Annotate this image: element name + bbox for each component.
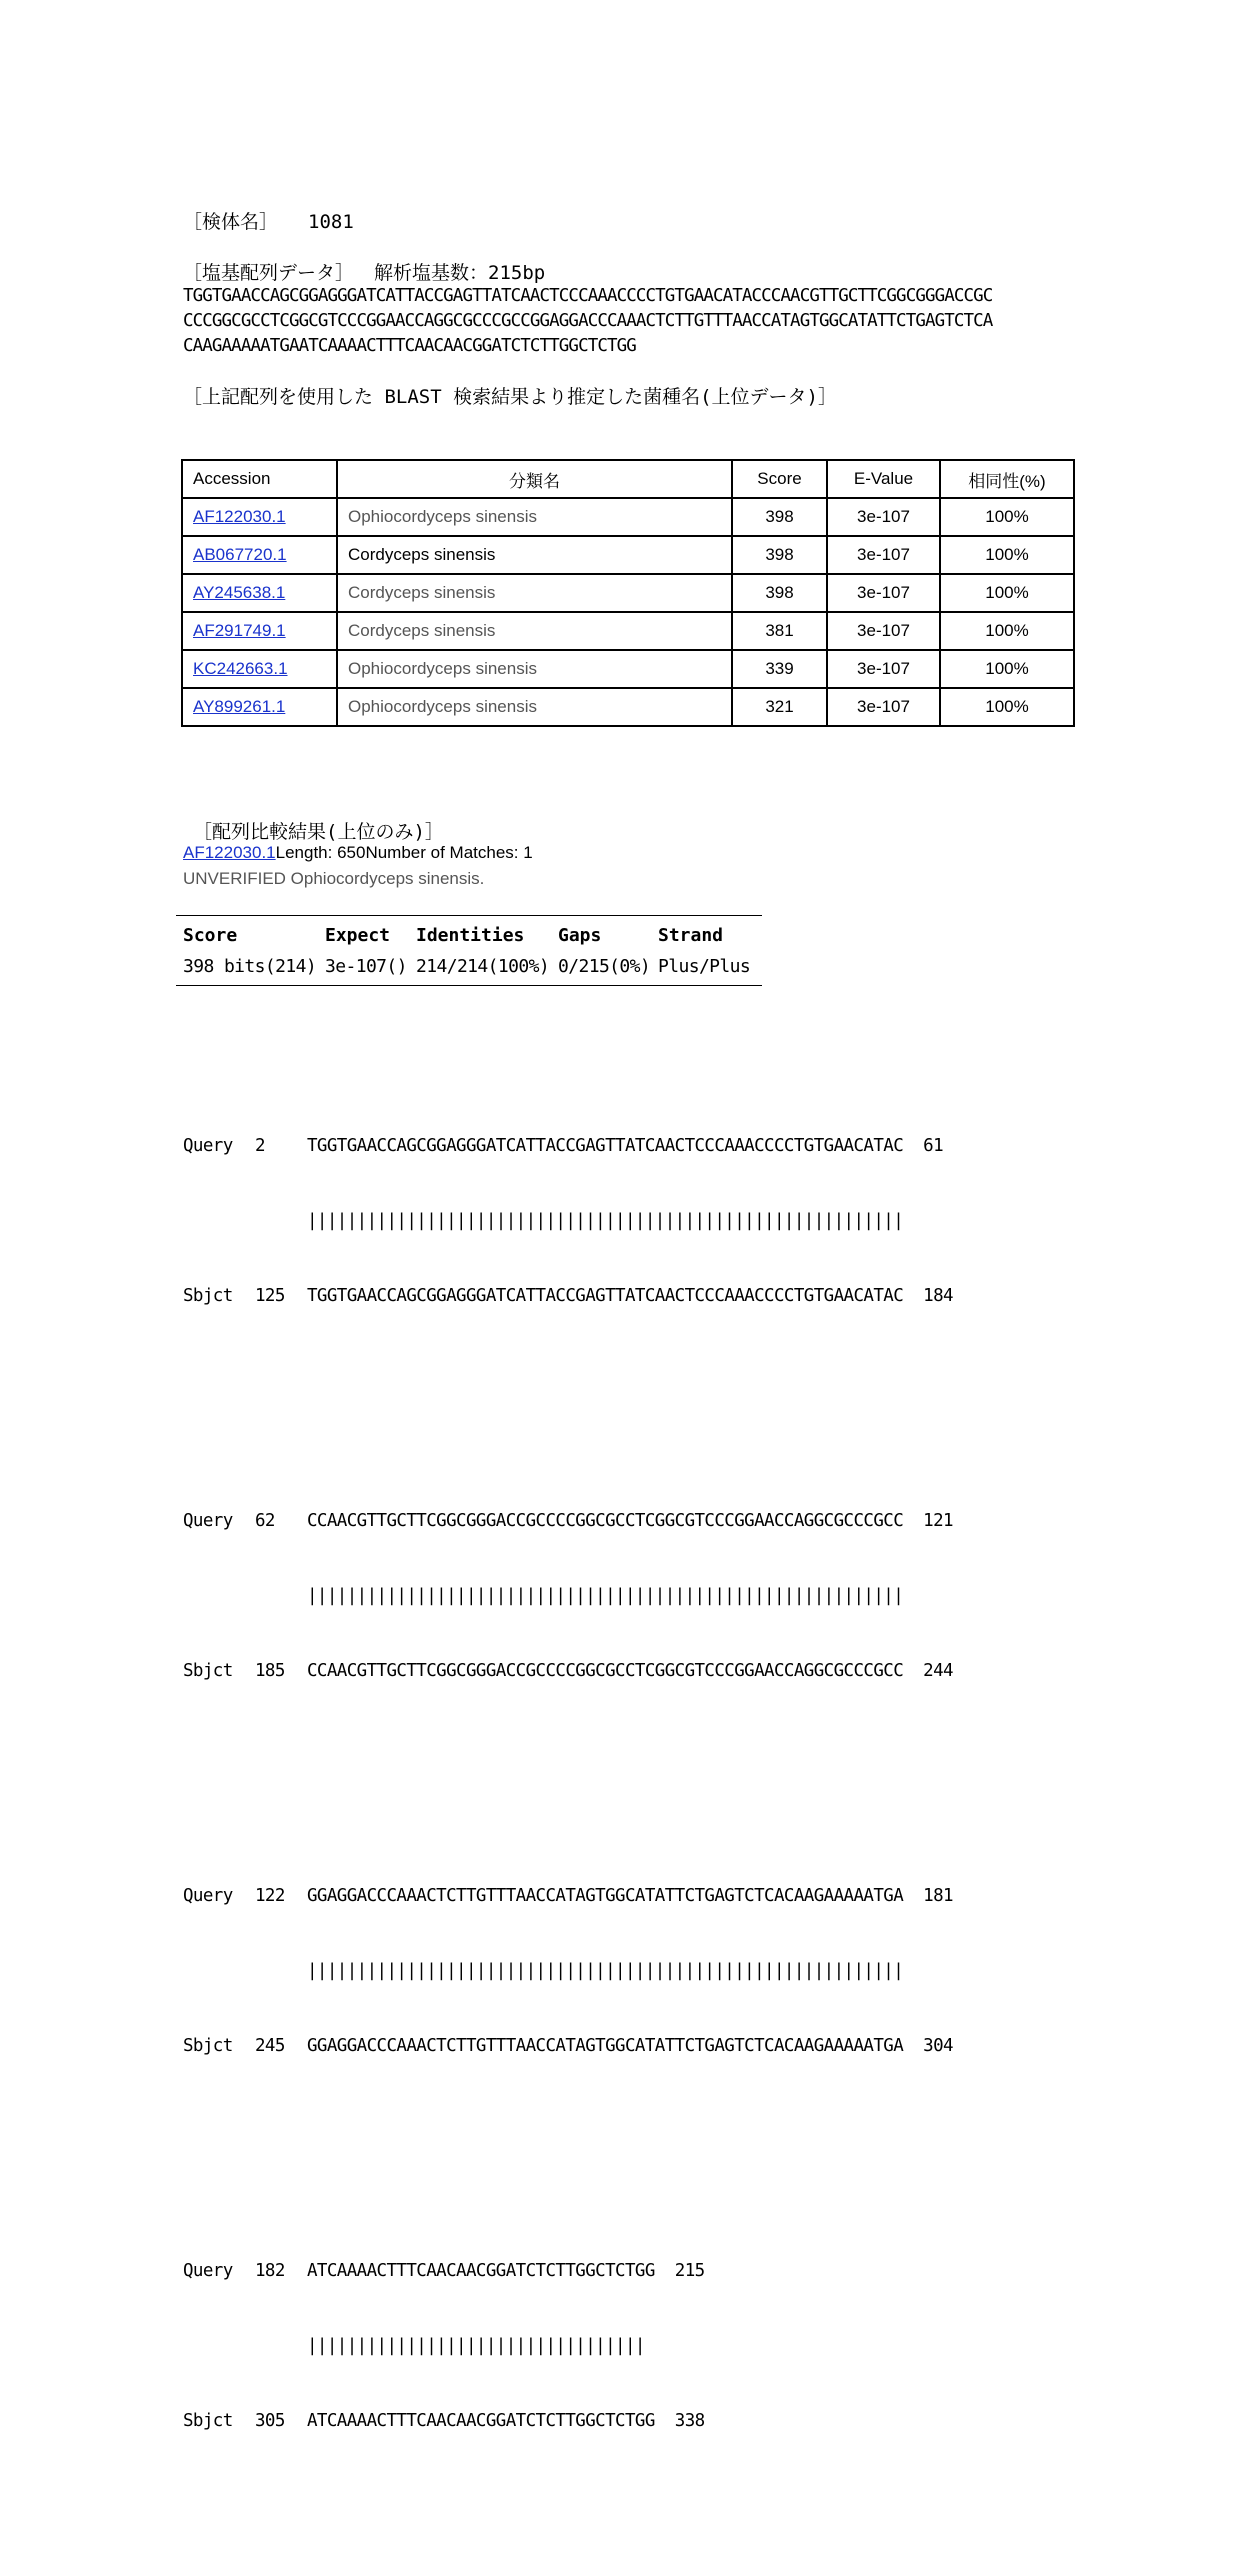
match-row [183, 1959, 953, 1984]
query-end: 181 [923, 1886, 953, 1906]
taxon-name-cell: Cordyceps sinensis [337, 574, 732, 612]
accession-cell [182, 574, 337, 612]
query-end: 61 [923, 1136, 944, 1156]
sequence-line: CCCGGCGCCTCGGCGTCCCGGAACCAGGCGCCCGCCGGAGGACCCAAACTCTTGTTTAACCATAGTGGCATATTCTGAGTCTCA [183, 311, 993, 331]
sbjct-start: 185 [255, 1661, 285, 1681]
identities-value: 214/214(100%) [416, 956, 550, 977]
sequence-line: TGGTGAACCAGCGGAGGGATCATTACCGAGTTATCAACTCCCAAACCCCTGTGAACATACCCAACGTTGCTTCGGCGGGACCGC [183, 286, 993, 306]
match-line: |||||||||||||||||||||||||||||||||||||||||||||||||||||||||||| [307, 1586, 904, 1606]
sbjct-sequence: ATCAAAACTTTCAACAACGGATCTCTTGGCTCTGG [307, 2411, 655, 2431]
query-sequence: ATCAAAACTTTCAACAACGGATCTCTTGGCTCTGG [307, 2261, 655, 2281]
query-row [183, 1509, 953, 1534]
identity-cell: 100% [940, 574, 1074, 612]
strand-value: Plus/Plus [658, 956, 751, 977]
sbjct-start: 305 [255, 2411, 285, 2431]
sbjct-row [183, 2034, 953, 2059]
match-line: |||||||||||||||||||||||||||||||||||||||||||||||||||||||||||| [307, 1211, 904, 1231]
identity-cell: 100% [940, 688, 1074, 726]
query-label: Query [183, 1136, 233, 1156]
table-row [182, 688, 1074, 726]
gaps-header: Gaps [558, 925, 602, 946]
sbjct-end: 338 [674, 2411, 705, 2431]
sbjct-row [183, 1659, 953, 1684]
score-rule-bottom [176, 985, 762, 986]
sbjct-sequence: GGAGGACCCAAACTCTTGTTTAACCATAGTGGCATATTCTGAGTCTCACAAGAAAAATGA [307, 2036, 904, 2056]
identities-header: Identities [416, 925, 525, 946]
match-row [183, 1584, 953, 1609]
sbjct-label: Sbjct [183, 2036, 233, 2056]
score-cell: 321 [732, 688, 827, 726]
query-start: 122 [255, 1886, 285, 1906]
accession-link[interactable]: AY245638.1 [193, 583, 286, 602]
score-cell: 339 [732, 650, 827, 688]
header-identity: 相同性(%) [940, 460, 1074, 498]
top-hit-line [183, 843, 533, 863]
evalue-cell: 3e-107 [827, 650, 940, 688]
score-cell: 398 [732, 574, 827, 612]
table-row [182, 612, 1074, 650]
identity-cell: 100% [940, 612, 1074, 650]
table-row [182, 536, 1074, 574]
header-accession: Accession [182, 460, 337, 498]
identity-cell: 100% [940, 498, 1074, 536]
top-hit-accession-link[interactable]: AF122030.1 [183, 843, 276, 862]
header-score: Score [732, 460, 827, 498]
header-taxon-name: 分類名 [337, 460, 732, 498]
expect-value: 3e-107() [325, 956, 407, 977]
evalue-cell: 3e-107 [827, 612, 940, 650]
sequence-line: CAAGAAAAATGAATCAAAACTTTCAACAACGGATCTCTTGGCTCTGG [183, 336, 636, 356]
query-label: Query [183, 1886, 233, 1906]
taxon-name-cell: Ophiocordyceps sinensis [337, 650, 732, 688]
sbjct-end: 304 [923, 2036, 953, 2056]
match-line: |||||||||||||||||||||||||||||||||| [307, 2336, 645, 2356]
accession-cell [182, 536, 337, 574]
sbjct-label: Sbjct [183, 1286, 233, 1306]
base-count: 解析塩基数：215bp [374, 262, 546, 284]
score-cell: 398 [732, 498, 827, 536]
taxon-name-cell: Cordyceps sinensis [337, 536, 732, 574]
specimen-value: 1081 [308, 211, 354, 233]
evalue-cell: 3e-107 [827, 574, 940, 612]
top-hit-matches: Number of Matches: 1 [365, 843, 533, 862]
accession-link[interactable]: AB067720.1 [193, 545, 287, 564]
table-row [182, 574, 1074, 612]
accession-cell [182, 650, 337, 688]
alignment-heading: ［配列比較結果(上位のみ)］ [193, 821, 444, 843]
query-sequence: CCAACGTTGCTTCGGCGGGACCGCCCCGGCGCCTCGGCGTCCCGGAACCAGGCGCCCGCC [307, 1511, 904, 1531]
accession-cell [182, 612, 337, 650]
query-end: 121 [923, 1511, 953, 1531]
expect-header: Expect [325, 925, 391, 946]
alignment-block [183, 1459, 953, 1734]
sbjct-row [183, 2409, 953, 2434]
sbjct-label: Sbjct [183, 1661, 233, 1681]
identity-cell: 100% [940, 536, 1074, 574]
match-line: |||||||||||||||||||||||||||||||||||||||||||||||||||||||||||| [307, 1961, 904, 1981]
query-label: Query [183, 1511, 233, 1531]
evalue-cell: 3e-107 [827, 688, 940, 726]
alignment-block [183, 1834, 953, 2109]
match-row [183, 1209, 953, 1234]
alignment-blocks [183, 1034, 953, 2559]
table-header-row [182, 460, 1074, 498]
score-rule-top [176, 915, 762, 916]
header-evalue: E-Value [827, 460, 940, 498]
sequence-heading [183, 258, 545, 285]
accession-link[interactable]: AY899261.1 [193, 697, 286, 716]
query-start: 62 [255, 1511, 275, 1531]
accession-cell [182, 498, 337, 536]
sbjct-sequence: TGGTGAACCAGCGGAGGGATCATTACCGAGTTATCAACTCCCAAACCCCTGTGAACATAC [307, 1286, 904, 1306]
query-end: 215 [674, 2261, 705, 2281]
score-cell: 398 [732, 536, 827, 574]
evalue-cell: 3e-107 [827, 498, 940, 536]
sbjct-start: 125 [255, 1286, 285, 1306]
results-table [181, 459, 1075, 727]
query-start: 2 [255, 1136, 265, 1156]
score-cell: 381 [732, 612, 827, 650]
query-label: Query [183, 2261, 233, 2281]
identity-cell: 100% [940, 650, 1074, 688]
query-sequence: TGGTGAACCAGCGGAGGGATCATTACCGAGTTATCAACTCCCAAACCCCTGTGAACATAC [307, 1136, 904, 1156]
accession-cell [182, 688, 337, 726]
query-row [183, 1884, 953, 1909]
top-hit-length: Length: 650 [275, 843, 366, 862]
sbjct-sequence: CCAACGTTGCTTCGGCGGGACCGCCCCGGCGCCTCGGCGTCCCGGAACCAGGCGCCCGCC [307, 1661, 904, 1681]
specimen-label: ［検体名］ [183, 211, 279, 233]
match-row [183, 2334, 953, 2359]
accession-link[interactable]: AF291749.1 [193, 621, 286, 640]
alignment-block [183, 2209, 953, 2484]
query-row [183, 1134, 953, 1159]
alignment-block [183, 1084, 953, 1359]
accession-link[interactable]: KC242663.1 [193, 659, 288, 678]
accession-link[interactable]: AF122030.1 [193, 507, 286, 526]
query-sequence: GGAGGACCCAAACTCTTGTTTAACCATAGTGGCATATTCTGAGTCTCACAAGAAAAATGA [307, 1886, 904, 1906]
table-row [182, 498, 1074, 536]
sequence-lines [183, 284, 992, 359]
score-header: Score [183, 925, 238, 946]
taxon-name-cell: Ophiocordyceps sinensis [337, 688, 732, 726]
table-row [182, 650, 1074, 688]
sbjct-start: 245 [255, 2036, 285, 2056]
sbjct-end: 244 [923, 1661, 953, 1681]
blast-heading: ［上記配列を使用した BLAST 検索結果より推定した菌種名(上位データ)］ [183, 386, 837, 408]
sbjct-end: 184 [923, 1286, 953, 1306]
taxon-name-cell: Cordyceps sinensis [337, 612, 732, 650]
specimen-line [183, 207, 354, 234]
score-value: 398 bits(214) [183, 956, 317, 977]
sequence-label: ［塩基配列データ］ [183, 262, 355, 284]
gaps-value: 0/215(0%) [558, 956, 651, 977]
strand-header: Strand [658, 925, 724, 946]
top-hit-description: UNVERIFIED Ophiocordyceps sinensis. [183, 869, 485, 888]
query-start: 182 [255, 2261, 285, 2281]
query-row [183, 2259, 953, 2284]
evalue-cell: 3e-107 [827, 536, 940, 574]
taxon-name-cell: Ophiocordyceps sinensis [337, 498, 732, 536]
sbjct-row [183, 1284, 953, 1309]
sbjct-label: Sbjct [183, 2411, 233, 2431]
